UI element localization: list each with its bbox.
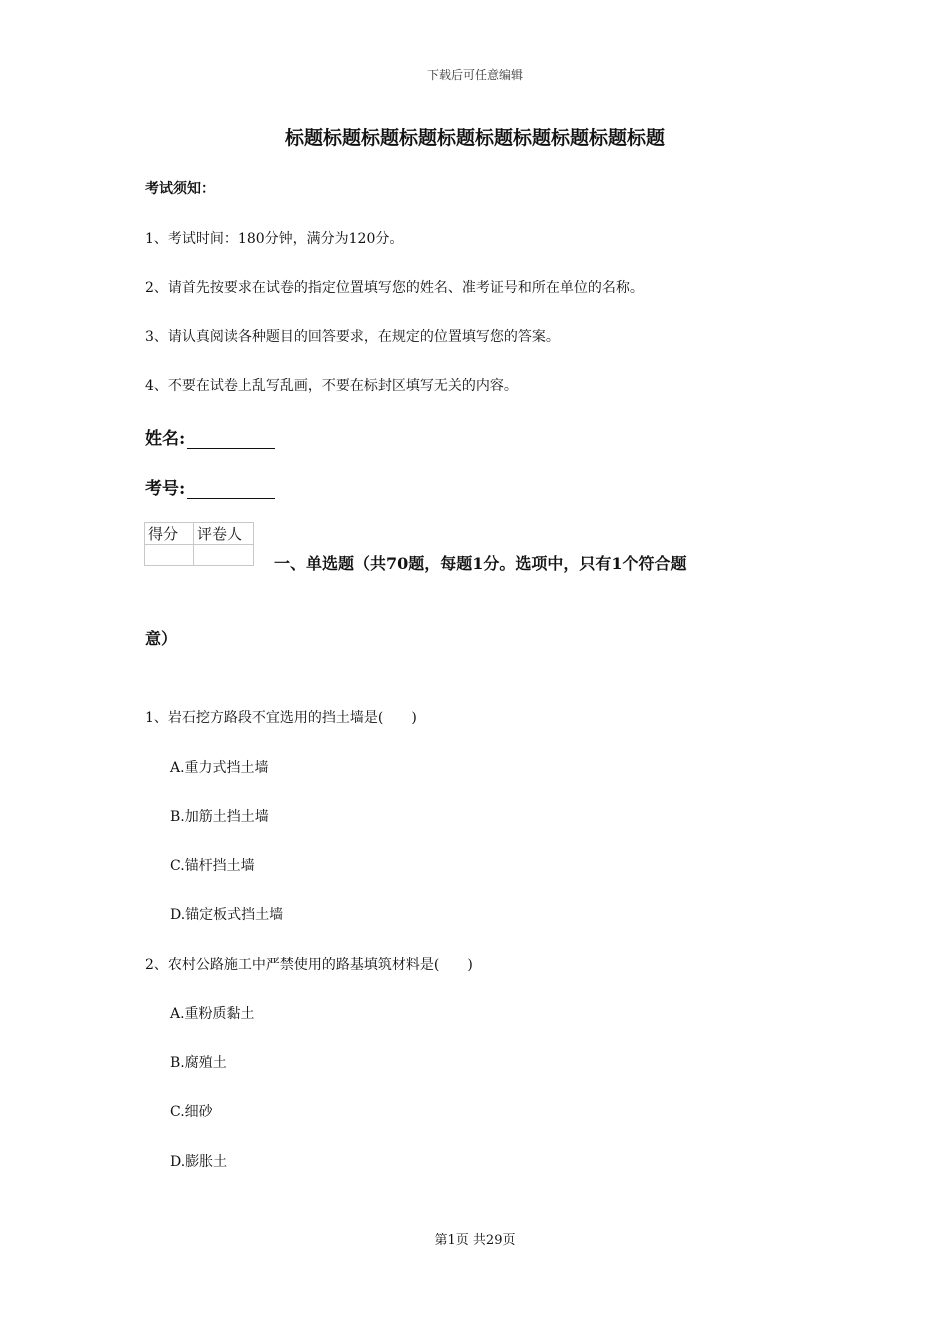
option-a: A.重力式挡土墙 bbox=[170, 760, 269, 776]
option-a: A.重粉质黏土 bbox=[170, 1006, 255, 1022]
notice-heading: 考试须知： bbox=[145, 181, 215, 197]
option-d: D.膨胀土 bbox=[170, 1154, 228, 1170]
notice-item: 2、请首先按要求在试卷的指定位置填写您的姓名、准考证号和所在单位的名称。 bbox=[145, 280, 644, 296]
option-b: B.腐殖土 bbox=[170, 1055, 227, 1071]
exam-number-blank-line[interactable] bbox=[187, 482, 275, 499]
grader-cell[interactable] bbox=[194, 545, 254, 566]
notice-item: 3、请认真阅读各种题目的回答要求，在规定的位置填写您的答案。 bbox=[145, 329, 560, 345]
grader-header: 评卷人 bbox=[194, 523, 254, 545]
score-table bbox=[144, 522, 254, 566]
page-number: 第1页 共29页 bbox=[434, 1233, 516, 1248]
question-text: 1、岩石挖方路段不宜选用的挡土墙是( ) bbox=[145, 710, 417, 726]
section-title-continued: 意） bbox=[145, 629, 178, 648]
name-label: 姓名: bbox=[145, 429, 186, 449]
option-d: D.锚定板式挡土墙 bbox=[170, 907, 284, 923]
exam-number-field bbox=[145, 474, 275, 499]
notice-item: 1、考试时间：180分钟，满分为120分。 bbox=[145, 231, 404, 247]
exam-number-label: 考号: bbox=[145, 479, 186, 499]
option-b: B.加筋土挡土墙 bbox=[170, 809, 269, 825]
name-field bbox=[145, 424, 275, 449]
option-c: C.细砂 bbox=[170, 1104, 213, 1120]
name-blank-line[interactable] bbox=[187, 432, 275, 449]
question-text: 2、农村公路施工中严禁使用的路基填筑材料是( ) bbox=[145, 957, 473, 973]
header-note: 下载后可任意编辑 bbox=[426, 68, 523, 82]
document-title: 标题标题标题标题标题标题标题标题标题标题 bbox=[284, 127, 665, 149]
section-title: 一、单选题（共70题，每题1分。选项中，只有1个符合题 bbox=[274, 554, 687, 573]
option-c: C.锚杆挡土墙 bbox=[170, 858, 255, 874]
score-cell[interactable] bbox=[145, 545, 194, 566]
score-header: 得分 bbox=[145, 523, 194, 545]
notice-item: 4、不要在试卷上乱写乱画，不要在标封区填写无关的内容。 bbox=[145, 378, 518, 394]
